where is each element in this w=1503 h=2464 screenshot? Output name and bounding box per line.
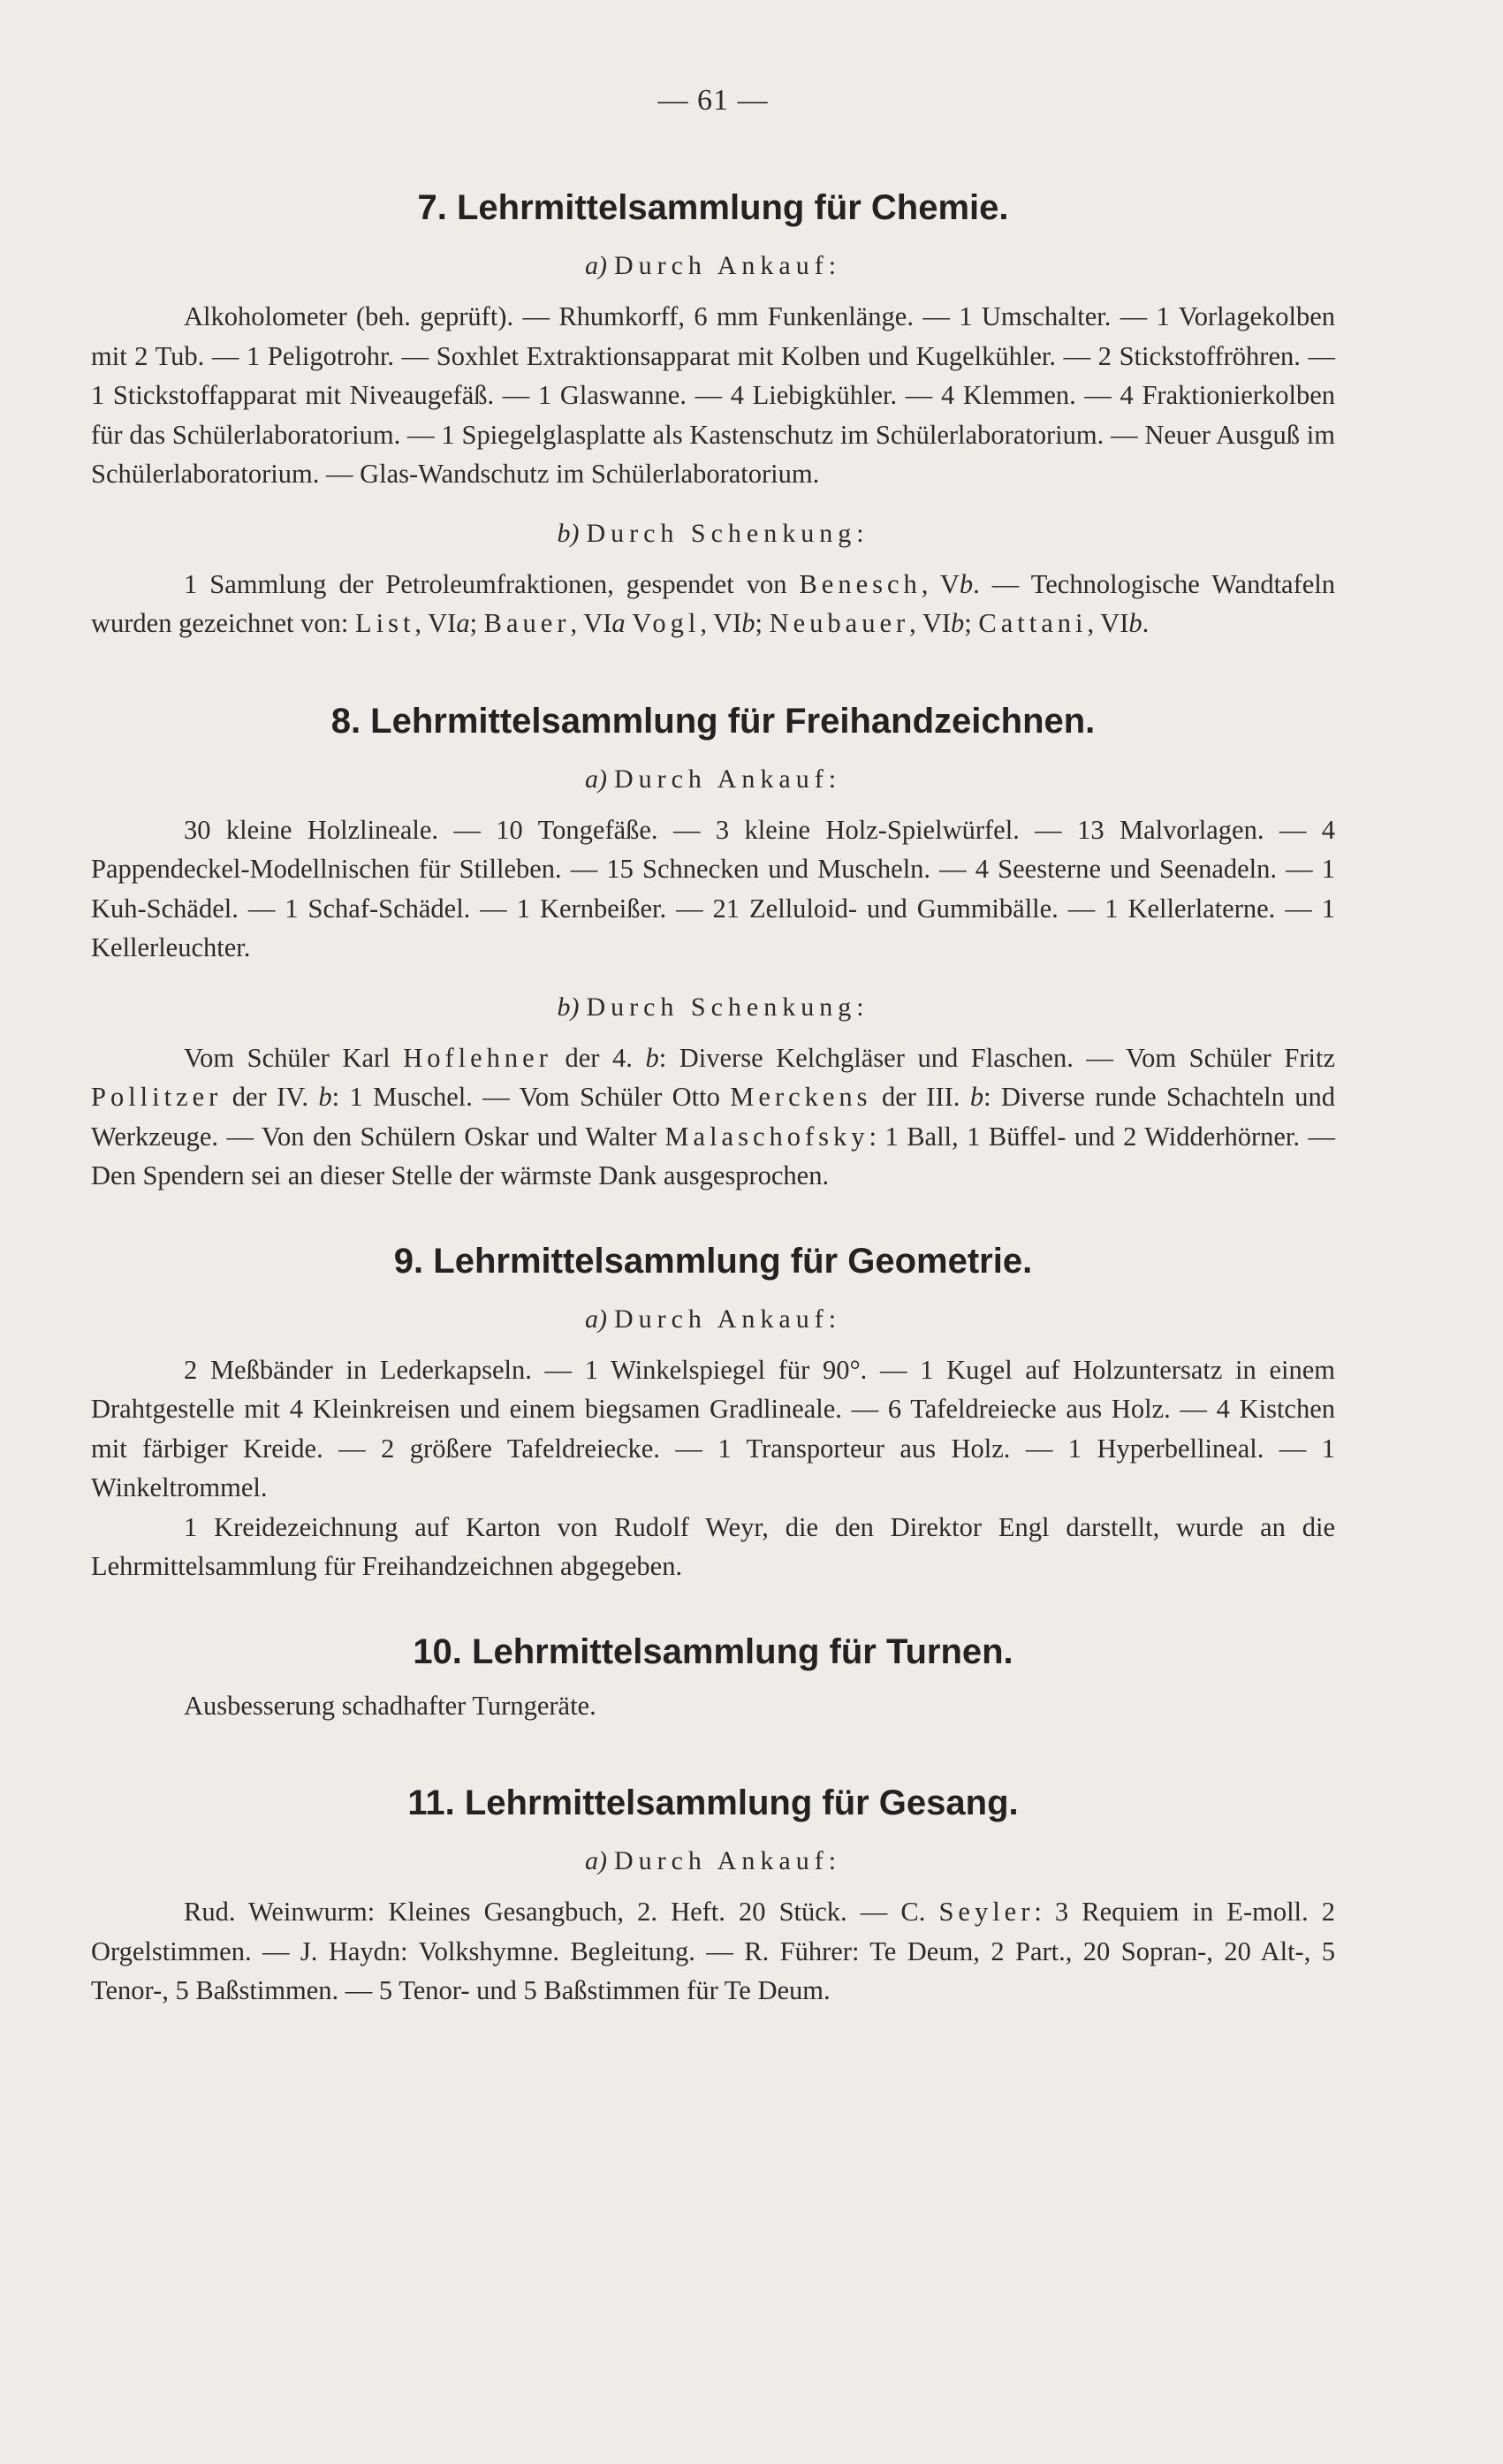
paragraph-ankauf: 2 Meßbänder in Lederkapseln. — 1 Winkelspiegel für 90°. — 1 Kugel auf Holzuntersatz in einem Drahtgestelle mit 4 Kleinkreisen und einem biegsamen Gradlineale. — 6 Tafeldreiecke aus Holz. — 4 Kistchen mit färbiger Kreide. — 2 größere Tafeldreiecke. — 1 Transporteur aus Holz. — 1 Hyperbellineal. — 1 Winkeltrommel. — [91, 1354, 1335, 1502]
subheading-ankauf — [91, 251, 1335, 281]
section-title: 10. Lehrmittelsammlung für Turnen. — [413, 1631, 1013, 1671]
page-number: — 61 — — [657, 84, 769, 117]
subheading-ankauf — [91, 1304, 1335, 1335]
donor-name: Bauer — [483, 608, 571, 638]
subheading-letter: b) — [557, 992, 580, 1022]
section-turnen — [91, 1632, 1335, 1726]
subheading-label: Durch Schenkung: — [586, 992, 869, 1022]
donor-name: Vogl — [632, 608, 701, 638]
section-title: 11. Lehrmittelsammlung für Gesang. — [407, 1783, 1019, 1822]
donor-name: Pollitzer — [91, 1082, 223, 1112]
section-title: 8. Lehrmittelsammlung für Freihandzeichnen. — [330, 701, 1096, 741]
subheading-ankauf — [91, 764, 1335, 795]
donor-name: Benesch — [799, 568, 922, 599]
composer-name: Seyler — [938, 1897, 1035, 1927]
section-freihandzeichnen — [91, 702, 1335, 1196]
subheading-schenkung — [91, 519, 1335, 549]
subheading-label: Durch Ankauf: — [613, 1304, 842, 1334]
section-title: 9. Lehrmittelsammlung für Geometrie. — [393, 1241, 1033, 1281]
subheading-label: Durch Schenkung: — [586, 518, 869, 548]
subheading-schenkung — [91, 992, 1335, 1023]
section-geometrie — [91, 1242, 1335, 1586]
paragraph-note: 1 Kreidezeichnung auf Karton von Rudolf Weyr, die den Direktor Engl darstellt, wurde an die Lehrmittelsammlung für Freihandzeichnen abgegeben. — [91, 1511, 1335, 1581]
donor-name: Merckens — [730, 1082, 872, 1112]
subheading-label: Durch Ankauf: — [613, 1846, 842, 1875]
donor-name: Cattani — [978, 608, 1088, 638]
paragraph-ankauf: Alkoholometer (beh. geprüft). — Rhumkorff, 6 mm Funkenlänge. — 1 Umschalter. — 1 Vorlagekolben mit 2 Tub. — 1 Peligotrohr. — Soxhlet Extraktionsapparat mit Kolben und Kugelkühler. — 2 Stickstoffröhren. — 1 Stickstoffapparat mit Niveaugefäß. — 1 Glaswanne. — 4 Liebigkühler. — 4 Klemmen. — 4 Fraktionierkolben für das Schülerlaboratorium. — 1 Spiegelglasplatte als Kastenschutz im Schülerlaboratorium. — Neuer Ausguß im Schülerlaboratorium. — Glas-Wandschutz im Schülerlaboratorium. — [91, 301, 1335, 489]
section-title: 7. Lehrmittelsammlung für Chemie. — [417, 188, 1009, 227]
subheading-letter: b) — [557, 518, 580, 548]
paragraph-schenkung: Vom Schüler Karl Hoflehner der 4. b: Diverse Kelchgläser und Flaschen. — Vom Schüler Fritz Pollitzer der IV. b: 1 Muschel. — Vom Schüler Otto Merckens der III. b: Diverse runde Schachteln und Werkzeuge. — Von den Schülern Oskar und Walter Malaschofsky: 1 Ball, 1 Büffel- und 2 Widderhörner. — Den Spendern sei an dieser Stelle der wärmste Dank ausgesprochen. — [91, 1042, 1336, 1190]
subheading-letter: a) — [584, 1304, 607, 1334]
donor-name: Malaschofsky — [664, 1121, 869, 1152]
paragraph-ankauf: Rud. Weinwurm: Kleines Gesangbuch, 2. Heft. 20 Stück. — C. Seyler: 3 Requiem in E-moll. 2 Orgelstimmen. — J. Haydn: Volkshymne. Begleitung. — R. Führer: Te Deum, 2 Part., 20 Sopran-, 20 Alt-, 5 Tenor-, 5 Baßstimmen. — 5 Tenor- und 5 Baßstimmen für Te Deum. — [91, 1897, 1335, 2005]
donor-name: List — [354, 608, 415, 638]
section-gesang — [91, 1783, 1335, 2011]
paragraph-turnen: Ausbesserung schadhafter Turngeräte. — [184, 1690, 596, 1721]
donor-name: Hoflehner — [403, 1042, 552, 1073]
subheading-letter: a) — [584, 1846, 607, 1875]
section-chemie — [91, 188, 1335, 643]
subheading-letter: a) — [584, 251, 607, 280]
subheading-ankauf — [91, 1846, 1335, 1876]
subheading-letter: a) — [584, 764, 607, 794]
paragraph-ankauf: 30 kleine Holzlineale. — 10 Tongefäße. — 3 kleine Holz-Spielwürfel. — 13 Malvorlagen. — 4 Pappendeckel-Modellnischen für Stilleben. — 15 Schnecken und Muscheln. — 4 Seesterne und Seenadeln. — 1 Kuh-Schädel. — 1 Schaf-Schädel. — 1 Kernbeißer. — 21 Zelluloid- und Gummibälle. — 1 Kellerlaterne. — 1 Kellerleuchter. — [91, 814, 1335, 962]
subheading-label: Durch Ankauf: — [613, 764, 842, 794]
paragraph-schenkung: 1 Sammlung der Petroleumfraktionen, gespendet von Benesch, Vb. — Technologische Wandtafeln wurden gezeichnet von: List, VIa; Bauer, VIa Vogl, VIb; Neubauer, VIb; Cattani, VIb. — [91, 568, 1336, 638]
donor-name: Neubauer — [769, 608, 910, 638]
subheading-label: Durch Ankauf: — [613, 251, 842, 280]
